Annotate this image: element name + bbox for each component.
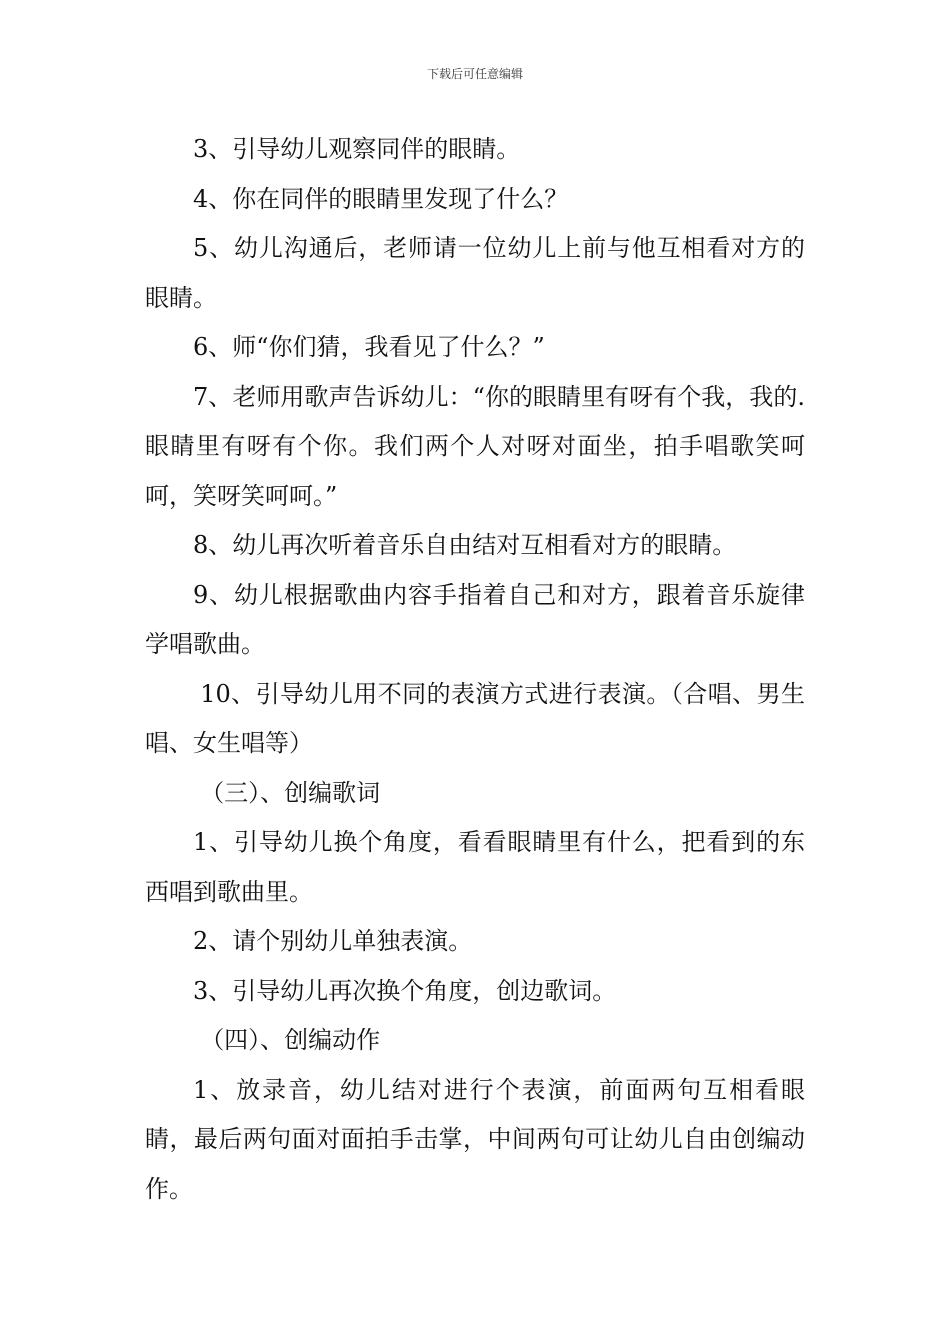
section-heading: （四）、创编动作 [200,1026,381,1054]
paragraph: 8、幼儿再次听着音乐自由结对互相看对方的眼睛。 [193,531,737,559]
paragraph: 3、引导幼儿再次换个角度，创边歌词。 [193,976,617,1005]
paragraph: 2、请个别幼儿单独表演。 [193,927,473,955]
paragraph: 10、引导幼儿用不同的表演方式进行表演。（合唱、男生唱、女生唱等） [145,679,805,757]
document-body [145,125,805,1214]
paragraph: 1、引导幼儿换个角度，看看眼睛里有什么，把看到的东西唱到歌曲里。 [145,828,805,906]
paragraph: 7、老师用歌声告诉幼儿：“你的眼睛里有呀有个我，我的.眼睛里有呀有个你。我们两个人对呀对面坐，拍手唱歌笑呵呵，笑呀笑呵呵。” [145,382,805,510]
paragraph: 5、幼儿沟通后，老师请一位幼儿上前与他互相看对方的眼睛。 [145,234,805,312]
page-header: 下载后可任意编辑 [426,67,523,81]
paragraph: 1、放录音，幼儿结对进行个表演，前面两句互相看眼睛，最后两句面对面拍手击掌，中间两句可让幼儿自由创编动作。 [145,1075,805,1203]
paragraph: 6、师“你们猜，我看见了什么？” [193,333,545,361]
paragraph: 4、你在同伴的眼睛里发现了什么？ [193,184,569,213]
section-heading: （三）、创编歌词 [200,778,381,807]
paragraph: 9、幼儿根据歌曲内容手指着自己和对方，跟着音乐旋律学唱歌曲。 [145,580,805,658]
paragraph: 3、引导幼儿观察同伴的眼睛。 [193,135,521,163]
